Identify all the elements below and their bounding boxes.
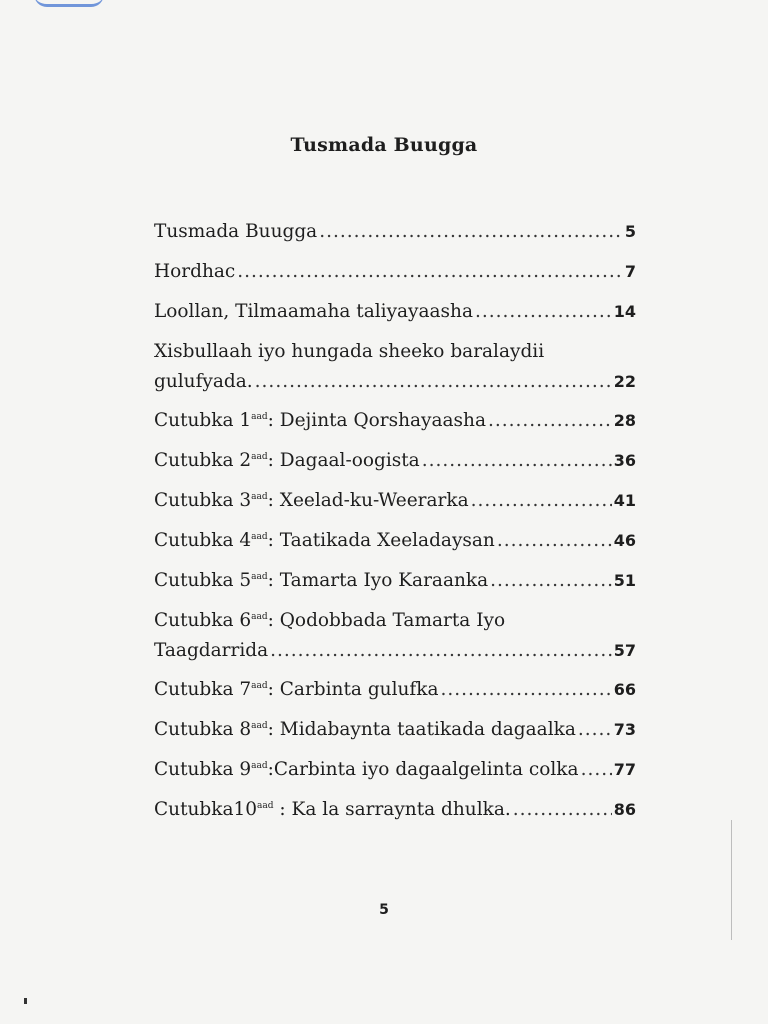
toc-entry xyxy=(154,486,636,516)
toc-entry xyxy=(154,606,636,666)
dot-leader xyxy=(581,755,612,785)
toc-entry-page: 66 xyxy=(613,680,636,699)
ordinal-suffix: aad xyxy=(257,801,274,811)
toc-entry-title-line1 xyxy=(154,606,636,636)
toc-entry-page: 5 xyxy=(624,222,636,241)
scan-edge-line xyxy=(731,820,732,940)
toc-entry xyxy=(154,297,636,327)
dot-leader xyxy=(270,636,612,666)
toc-entry-page: 41 xyxy=(613,491,636,510)
toc-entry-title: Loollan, Tilmaamaha taliyayaasha xyxy=(154,301,473,322)
toc-entry-page: 73 xyxy=(613,720,636,739)
dot-leader xyxy=(578,715,612,745)
chapter-title: : Dejinta Qorshayaasha xyxy=(267,410,486,431)
ordinal-suffix: aad xyxy=(251,572,268,582)
toc-entry xyxy=(154,406,636,436)
chapter-prefix: Cutubka 3 xyxy=(154,490,252,511)
toc-entry xyxy=(154,795,636,825)
toc-entry-page: 7 xyxy=(624,262,636,281)
toc-entry xyxy=(154,675,636,705)
toc-entry xyxy=(154,526,636,556)
dot-leader xyxy=(497,526,612,556)
toc-entry xyxy=(154,446,636,476)
toc-entry xyxy=(154,257,636,287)
toc-entry xyxy=(154,566,636,596)
toc-entry xyxy=(154,755,636,785)
toc-entry-title xyxy=(154,795,511,825)
chapter-prefix: Cutubka10 xyxy=(154,799,258,820)
toc-entry-page: 14 xyxy=(613,302,636,321)
table-of-contents xyxy=(154,217,636,835)
toc-entry-page: 28 xyxy=(613,411,636,430)
chapter-title: : Xeelad-ku-Weerarka xyxy=(267,490,469,511)
ordinal-suffix: aad xyxy=(251,761,268,771)
chapter-prefix: Cutubka 6 xyxy=(154,610,252,631)
toc-entry-title xyxy=(154,755,579,785)
toc-entry-title xyxy=(154,566,488,596)
toc-entry-title xyxy=(154,715,576,745)
chapter-prefix: Cutubka 7 xyxy=(154,679,252,700)
dot-leader xyxy=(488,406,612,436)
dot-leader xyxy=(237,257,623,287)
dot-leader xyxy=(441,675,612,705)
ordinal-suffix: aad xyxy=(251,412,268,422)
toc-entry-page: 77 xyxy=(613,760,636,779)
chapter-prefix: Cutubka 4 xyxy=(154,530,252,551)
chapter-prefix: Cutubka 1 xyxy=(154,410,252,431)
toc-entry-title xyxy=(154,406,486,436)
toc-entry xyxy=(154,715,636,745)
chapter-title: : Tamarta Iyo Karaanka xyxy=(267,570,489,591)
toc-entry-page: 86 xyxy=(613,800,636,819)
ordinal-suffix: aad xyxy=(251,612,268,622)
ordinal-suffix: aad xyxy=(251,532,268,542)
toc-entry-page: 57 xyxy=(613,641,636,660)
ordinal-suffix: aad xyxy=(251,681,268,691)
toc-entry-page: 51 xyxy=(613,571,636,590)
dot-leader xyxy=(255,367,612,397)
ordinal-suffix: aad xyxy=(251,452,268,462)
toc-entry-title xyxy=(154,526,495,556)
page-title: Tusmada Buugga xyxy=(290,134,478,156)
chapter-title: : Carbinta gulufka xyxy=(267,679,439,700)
chapter-title-line1: : Qodobbada Tamarta Iyo xyxy=(267,610,506,631)
toc-entry-title: Tusmada Buugga xyxy=(154,221,318,242)
dot-leader xyxy=(319,217,623,247)
chapter-title: : Taatikada Xeeladaysan xyxy=(267,530,495,551)
toc-entry-page: 36 xyxy=(613,451,636,470)
toc-entry-title: Hordhac xyxy=(154,261,236,282)
ordinal-suffix: aad xyxy=(251,721,268,731)
toc-entry-page: 22 xyxy=(613,372,636,391)
toc-entry-title: Taagdarrida xyxy=(154,640,269,661)
dot-leader xyxy=(471,486,612,516)
page-number: 5 xyxy=(379,902,389,918)
toc-entry-title xyxy=(154,675,439,705)
dot-leader xyxy=(490,566,612,596)
toc-entry-page: 46 xyxy=(613,531,636,550)
chapter-prefix: Cutubka 8 xyxy=(154,719,252,740)
dot-leader xyxy=(422,446,612,476)
scan-speck xyxy=(24,998,27,1004)
scan-edge-mark xyxy=(34,0,104,7)
dot-leader xyxy=(475,297,612,327)
chapter-title: : Ka la sarraynta dhulka. xyxy=(273,799,511,820)
chapter-prefix: Cutubka 2 xyxy=(154,450,252,471)
toc-entry xyxy=(154,217,636,247)
dot-leader xyxy=(513,795,612,825)
chapter-title: : Midabaynta taatikada dagaalka xyxy=(267,719,576,740)
toc-entry-title xyxy=(154,486,469,516)
toc-entry xyxy=(154,337,636,397)
toc-entry-title xyxy=(154,446,420,476)
chapter-prefix: Cutubka 9 xyxy=(154,759,252,780)
chapter-prefix: Cutubka 5 xyxy=(154,570,252,591)
toc-entry-title-line1: Xisbullaah iyo hungada sheeko baralaydii xyxy=(154,341,545,362)
toc-entry-title: gulufyada. xyxy=(154,371,253,392)
chapter-title: : Dagaal-oogista xyxy=(267,450,420,471)
chapter-title: :Carbinta iyo dagaalgelinta colka xyxy=(267,759,579,780)
ordinal-suffix: aad xyxy=(251,492,268,502)
